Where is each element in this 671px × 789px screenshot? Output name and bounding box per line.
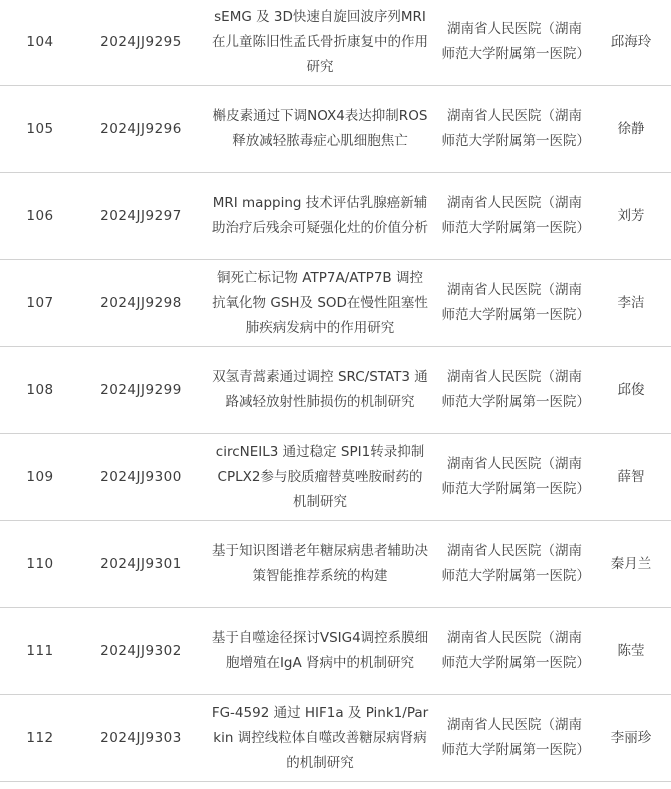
project-title-cell (202, 173, 438, 260)
institution-cell (438, 521, 591, 608)
project-title: 双氢青蒿素通过调控 SRC/STAT3 通路减轻放射性肺损伤的机制研究 (212, 369, 428, 410)
institution: 湖南省人民医院（湖南师范大学附属第一医院） (441, 543, 590, 584)
principal-investigator: 陈莹 (591, 608, 671, 695)
institution: 湖南省人民医院（湖南师范大学附属第一医院） (441, 21, 590, 62)
project-title-cell (202, 695, 438, 782)
project-code: 2024JJ9297 (80, 173, 202, 260)
project-title: MRI mapping 技术评估乳腺癌新辅助治疗后残余可疑强化灶的价值分析 (212, 195, 428, 236)
institution-cell (438, 347, 591, 434)
row-number: 112 (0, 695, 80, 782)
project-code: 2024JJ9303 (80, 695, 202, 782)
project-code: 2024JJ9300 (80, 434, 202, 521)
project-code: 2024JJ9295 (80, 0, 202, 86)
principal-investigator: 薛智 (591, 434, 671, 521)
table-row (0, 86, 671, 173)
principal-investigator: 李洁 (591, 260, 671, 347)
project-title: 基于知识图谱老年糖尿病患者辅助决策智能推荐系统的构建 (212, 543, 428, 584)
project-title: FG-4592 通过 HIF1a 及 Pink1/Parkin 调控线粒体自噬改善糖尿病肾病的机制研究 (211, 704, 429, 771)
project-title-cell (202, 86, 438, 173)
institution-cell (438, 695, 591, 782)
institution-cell (438, 434, 591, 521)
row-number: 109 (0, 434, 80, 521)
institution: 湖南省人民医院（湖南师范大学附属第一医院） (441, 717, 590, 758)
project-title: 基于自噬途径探讨VSIG4调控系膜细胞增殖在IgA 肾病中的机制研究 (211, 630, 429, 671)
project-title: circNEIL3 通过稳定 SPI1转录抑制 CPLX2参与胶质瘤替莫唑胺耐药的机制研究 (215, 443, 425, 510)
principal-investigator: 秦月兰 (591, 521, 671, 608)
institution: 湖南省人民医院（湖南师范大学附属第一医院） (441, 282, 590, 323)
table-row (0, 0, 671, 86)
table-row (0, 260, 671, 347)
table-row (0, 347, 671, 434)
institution: 湖南省人民医院（湖南师范大学附属第一医院） (441, 369, 590, 410)
project-code: 2024JJ9301 (80, 521, 202, 608)
project-title-cell (202, 521, 438, 608)
institution-cell (438, 0, 591, 86)
project-title-cell (202, 434, 438, 521)
project-title-cell (202, 0, 438, 86)
institution: 湖南省人民医院（湖南师范大学附属第一医院） (441, 630, 590, 671)
row-number: 108 (0, 347, 80, 434)
table-row (0, 434, 671, 521)
row-number: 105 (0, 86, 80, 173)
principal-investigator: 徐静 (591, 86, 671, 173)
row-number: 111 (0, 608, 80, 695)
table-row (0, 608, 671, 695)
table-row (0, 521, 671, 608)
principal-investigator: 刘芳 (591, 173, 671, 260)
institution-cell (438, 260, 591, 347)
project-code: 2024JJ9296 (80, 86, 202, 173)
table-row (0, 695, 671, 782)
row-number: 107 (0, 260, 80, 347)
project-code: 2024JJ9302 (80, 608, 202, 695)
project-code: 2024JJ9298 (80, 260, 202, 347)
project-title: 槲皮素通过下调NOX4表达抑制ROS 释放减轻脓毒症心肌细胞焦亡 (212, 108, 428, 149)
project-title-cell (202, 260, 438, 347)
institution-cell (438, 86, 591, 173)
principal-investigator: 邱俊 (591, 347, 671, 434)
principal-investigator: 邱海玲 (591, 0, 671, 86)
institution: 湖南省人民医院（湖南师范大学附属第一医院） (441, 195, 590, 236)
project-title: sEMG 及 3D快速自旋回波序列MRI 在儿童陈旧性孟氏骨折康复中的作用研究 (212, 8, 428, 75)
row-number: 106 (0, 173, 80, 260)
table-row (0, 173, 671, 260)
principal-investigator: 李丽珍 (591, 695, 671, 782)
project-title-cell (202, 347, 438, 434)
project-code: 2024JJ9299 (80, 347, 202, 434)
project-title-cell (202, 608, 438, 695)
row-number: 110 (0, 521, 80, 608)
project-title: 铜死亡标记物 ATP7A/ATP7B 调控抗氧化物 GSH及 SOD在慢性阻塞性肺疾病发病中的作用研究 (212, 269, 428, 336)
institution-cell (438, 173, 591, 260)
institution: 湖南省人民医院（湖南师范大学附属第一医院） (441, 456, 590, 497)
row-number: 104 (0, 0, 80, 86)
institution-cell (438, 608, 591, 695)
institution: 湖南省人民医院（湖南师范大学附属第一医院） (441, 108, 590, 149)
